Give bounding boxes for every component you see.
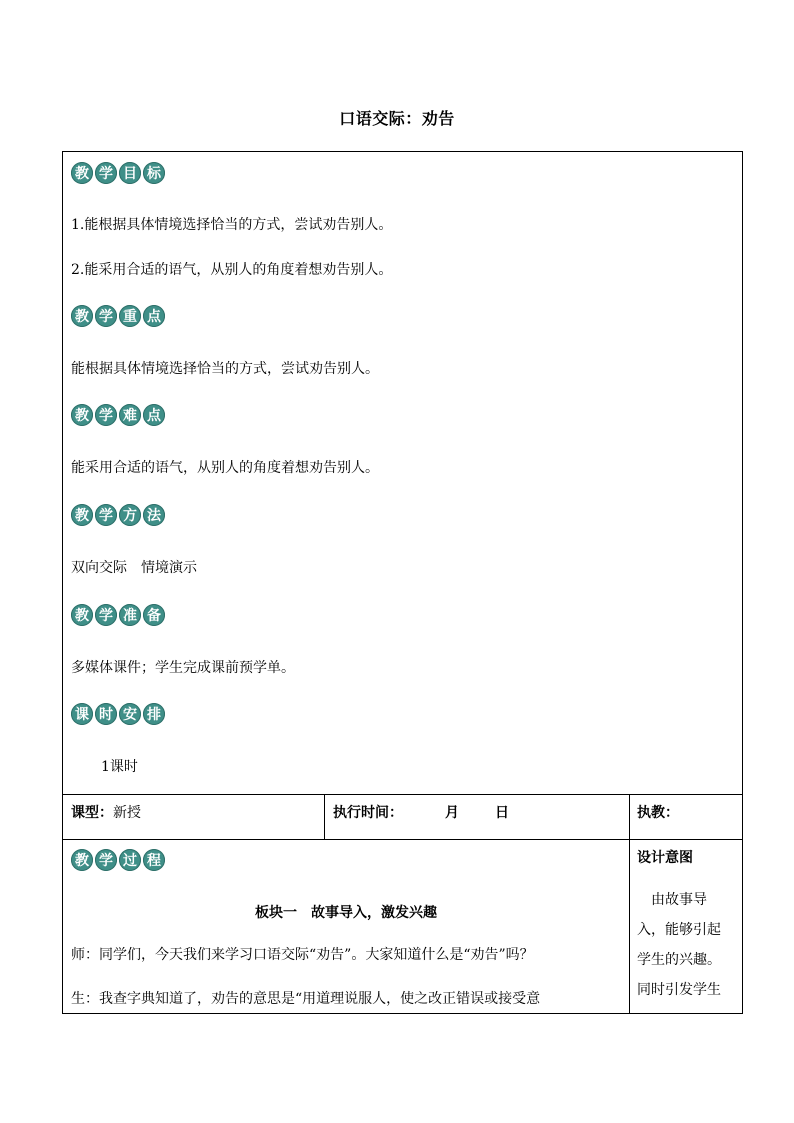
- badge-char: 学: [95, 604, 117, 626]
- lesson-type: [71, 802, 141, 822]
- row-divider: [63, 794, 742, 795]
- badge-char: 教: [71, 604, 93, 626]
- design-intent-text: [637, 885, 737, 1005]
- badge-char: 时: [95, 703, 117, 725]
- method-line: 双向交际 情境演示: [71, 560, 197, 576]
- badge-char: 重: [119, 305, 141, 327]
- goal-line-1: 1.能根据具体情境选择恰当的方式，尝试劝告别人。: [71, 217, 393, 233]
- col-divider: [629, 794, 630, 839]
- badge-char: 程: [143, 849, 165, 871]
- badge-teaching-process: [71, 849, 165, 871]
- badge-char: 法: [143, 504, 165, 526]
- goal-line-2: 2.能采用合适的语气，从别人的角度着想劝告别人。: [71, 262, 393, 278]
- badge-char: 准: [119, 604, 141, 626]
- badge-char: 学: [95, 504, 117, 526]
- badge-preparation: [71, 604, 165, 626]
- design-line: 入，能够引起: [637, 922, 721, 938]
- badge-char: 标: [143, 162, 165, 184]
- badge-char: 过: [119, 849, 141, 871]
- execution-time-label: 执行时间：: [333, 805, 403, 821]
- badge-char: 学: [95, 849, 117, 871]
- badge-char: 教: [71, 404, 93, 426]
- badge-char: 学: [95, 162, 117, 184]
- badge-char: 学: [95, 404, 117, 426]
- lesson-type-value: 新授: [113, 805, 141, 821]
- col-divider: [324, 794, 325, 839]
- badge-char: 教: [71, 305, 93, 327]
- badge-char: 目: [119, 162, 141, 184]
- key-point-line: 能根据具体情境选择恰当的方式，尝试劝告别人。: [71, 361, 379, 377]
- badge-key-points: [71, 305, 165, 327]
- month-label: 月: [445, 805, 459, 821]
- badge-char: 课: [71, 703, 93, 725]
- process-line-2: 生：我查字典知道了，劝告的意思是“用道理说服人，使之改正错误或接受意: [71, 991, 541, 1007]
- design-line: 同时引发学生: [637, 982, 721, 998]
- teacher-label: 执教：: [637, 805, 679, 821]
- badge-char: 教: [71, 849, 93, 871]
- badge-methods: [71, 504, 165, 526]
- badge-difficulties: [71, 404, 165, 426]
- badge-char: 教: [71, 162, 93, 184]
- badge-schedule: [71, 703, 165, 725]
- design-line: 学生的兴趣。: [637, 952, 721, 968]
- col-divider: [629, 839, 630, 1013]
- row-divider: [63, 839, 742, 840]
- lesson-type-label: 课型：: [71, 805, 113, 821]
- design-intent-heading: 设计意图: [637, 850, 693, 866]
- preparation-line: 多媒体课件；学生完成课前预学单。: [71, 660, 295, 676]
- badge-char: 排: [143, 703, 165, 725]
- block-heading: 板块一 故事导入，激发兴趣: [255, 905, 437, 921]
- badge-char: 备: [143, 604, 165, 626]
- badge-teaching-goals: [71, 162, 165, 184]
- schedule-line: 1课时: [101, 759, 138, 775]
- badge-char: 方: [119, 504, 141, 526]
- process-line-1: 师：同学们，今天我们来学习口语交际“劝告”。大家知道什么是“劝告”吗？: [71, 947, 534, 963]
- badge-char: 点: [143, 305, 165, 327]
- lesson-plan-table: [62, 151, 743, 1014]
- badge-char: 学: [95, 305, 117, 327]
- badge-char: 难: [119, 404, 141, 426]
- badge-char: 点: [143, 404, 165, 426]
- day-label: 日: [495, 805, 509, 821]
- difficulty-line: 能采用合适的语气，从别人的角度着想劝告别人。: [71, 460, 379, 476]
- design-line: 由故事导: [637, 892, 707, 908]
- document-title: 口语交际：劝告: [339, 109, 455, 128]
- badge-char: 安: [119, 703, 141, 725]
- badge-char: 教: [71, 504, 93, 526]
